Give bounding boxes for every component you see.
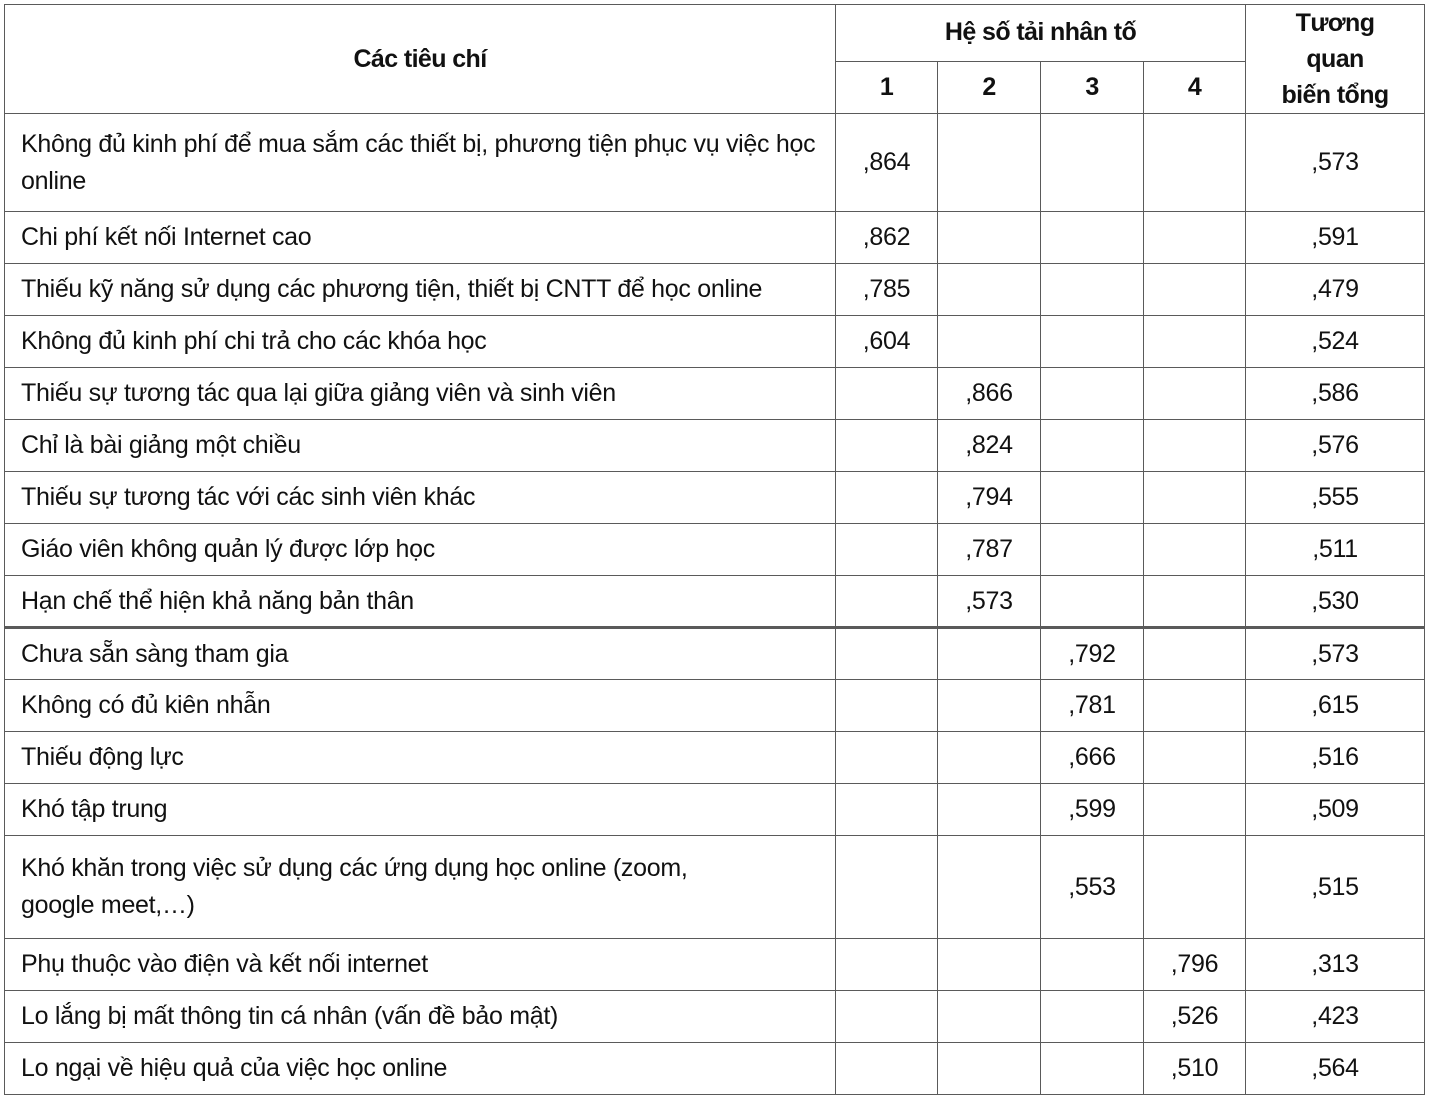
correlation-cell: ,313 [1246,939,1425,991]
correlation-cell: ,591 [1246,212,1425,264]
loading-group-header: Hệ số tải nhân tố [836,5,1246,62]
factor-3-cell [1041,316,1144,368]
correlation-cell: ,509 [1246,784,1425,836]
factor-3-cell [1041,368,1144,420]
factor-1-cell [836,784,938,836]
factor-1-cell [836,732,938,784]
factor-4-cell [1144,784,1246,836]
factor-4-cell [1144,316,1246,368]
factor-3-cell [1041,420,1144,472]
factor-1-cell [836,576,938,628]
criteria-cell: Thiếu sự tương tác với các sinh viên khác [5,472,836,524]
criteria-cell: Chưa sẵn sàng tham gia [5,628,836,680]
factor-1-header: 1 [836,61,938,113]
factor-2-cell: ,787 [938,524,1041,576]
factor-2-cell: ,794 [938,472,1041,524]
factor-4-cell: ,526 [1144,991,1246,1043]
table-row [5,368,1425,420]
factor-1-cell [836,368,938,420]
factor-1-cell: ,604 [836,316,938,368]
factor-2-cell [938,264,1041,316]
factor-1-cell [836,939,938,991]
factor-3-cell [1041,212,1144,264]
table-row [5,939,1425,991]
correlation-cell: ,530 [1246,576,1425,628]
factor-1-cell [836,1043,938,1095]
factor-3-cell [1041,524,1144,576]
table-row [5,316,1425,368]
factor-3-cell [1041,939,1144,991]
criteria-cell: Khó tập trung [5,784,836,836]
correlation-header: Tương quan biến tổng [1246,5,1425,114]
criteria-cell: Không đủ kinh phí chi trả cho các khóa học [5,316,836,368]
factor-1-cell [836,524,938,576]
factor-3-cell: ,599 [1041,784,1144,836]
table-row [5,784,1425,836]
correlation-cell: ,555 [1246,472,1425,524]
criteria-cell: Thiếu động lực [5,732,836,784]
factor-2-cell: ,866 [938,368,1041,420]
factor-2-cell [938,939,1041,991]
factor-4-cell [1144,576,1246,628]
factor-2-cell [938,316,1041,368]
factor-4-cell: ,510 [1144,1043,1246,1095]
factor-3-cell [1041,991,1144,1043]
criteria-cell: Thiếu kỹ năng sử dụng các phương tiện, thiết bị CNTT để học online [5,264,836,316]
correlation-cell: ,479 [1246,264,1425,316]
factor-2-cell [938,212,1041,264]
correlation-cell: ,516 [1246,732,1425,784]
table-row [5,264,1425,316]
criteria-cell: Thiếu sự tương tác qua lại giữa giảng viên và sinh viên [5,368,836,420]
factor-1-cell [836,420,938,472]
factor-2-cell: ,824 [938,420,1041,472]
correlation-cell: ,615 [1246,680,1425,732]
correlation-cell: ,573 [1246,628,1425,680]
factor-4-cell [1144,628,1246,680]
factor-3-cell [1041,576,1144,628]
factor-4-cell [1144,264,1246,316]
criteria-cell: Giáo viên không quản lý được lớp học [5,524,836,576]
table-row [5,472,1425,524]
factor-4-cell [1144,680,1246,732]
correlation-cell: ,423 [1246,991,1425,1043]
factor-4-cell [1144,524,1246,576]
correlation-cell: ,511 [1246,524,1425,576]
criteria-cell: Không có đủ kiên nhẫn [5,680,836,732]
factor-3-cell: ,553 [1041,836,1144,939]
factor-1-cell: ,862 [836,212,938,264]
criteria-cell: Khó khăn trong việc sử dụng các ứng dụng học online (zoom, google meet,…) [5,836,836,939]
table-row [5,114,1425,212]
factor-2-cell [938,628,1041,680]
table-row [5,524,1425,576]
factor-2-cell [938,991,1041,1043]
correlation-cell: ,515 [1246,836,1425,939]
factor-2-cell [938,784,1041,836]
factor-1-cell [836,472,938,524]
factor-2-cell [938,680,1041,732]
factor-3-cell: ,666 [1041,732,1144,784]
correlation-cell: ,573 [1246,114,1425,212]
factor-1-cell [836,628,938,680]
criteria-cell: Không đủ kinh phí để mua sắm các thiết bị, phương tiện phục vụ việc học online [5,114,836,212]
factor-3-cell: ,792 [1041,628,1144,680]
factor-4-cell [1144,114,1246,212]
correlation-cell: ,576 [1246,420,1425,472]
factor-1-cell [836,991,938,1043]
factor-3-cell [1041,114,1144,212]
factor-3-cell [1041,472,1144,524]
factor-2-cell [938,732,1041,784]
factor-4-cell: ,796 [1144,939,1246,991]
factor-3-header: 3 [1041,61,1144,113]
factor-4-cell [1144,420,1246,472]
table-row [5,991,1425,1043]
factor-4-cell [1144,368,1246,420]
factor-4-header: 4 [1144,61,1246,113]
factor-2-header: 2 [938,61,1041,113]
correlation-cell: ,586 [1246,368,1425,420]
header-row-1 [5,5,1425,62]
criteria-cell: Lo lắng bị mất thông tin cá nhân (vấn đề bảo mật) [5,991,836,1043]
criteria-cell: Phụ thuộc vào điện và kết nối internet [5,939,836,991]
factor-4-cell [1144,472,1246,524]
correlation-cell: ,524 [1246,316,1425,368]
factor-4-cell [1144,212,1246,264]
factor-2-cell: ,573 [938,576,1041,628]
factor-2-cell [938,1043,1041,1095]
table-row [5,420,1425,472]
table-row [5,1043,1425,1095]
criteria-cell: Chỉ là bài giảng một chiều [5,420,836,472]
factor-4-cell [1144,732,1246,784]
factor-2-cell [938,836,1041,939]
factor-3-cell [1041,264,1144,316]
criteria-header: Các tiêu chí [5,5,836,114]
factor-1-cell [836,836,938,939]
factor-2-cell [938,114,1041,212]
table-row [5,836,1425,939]
table-row [5,680,1425,732]
correlation-cell: ,564 [1246,1043,1425,1095]
criteria-cell: Lo ngại về hiệu quả của việc học online [5,1043,836,1095]
table-row [5,732,1425,784]
factor-4-cell [1144,836,1246,939]
factor-1-cell: ,864 [836,114,938,212]
factor-3-cell [1041,1043,1144,1095]
table-row [5,212,1425,264]
table-row [5,628,1425,680]
criteria-cell: Hạn chế thể hiện khả năng bản thân [5,576,836,628]
factor-1-cell: ,785 [836,264,938,316]
factor-loading-table [4,4,1425,1095]
table-row [5,576,1425,628]
criteria-cell: Chi phí kết nối Internet cao [5,212,836,264]
factor-1-cell [836,680,938,732]
factor-3-cell: ,781 [1041,680,1144,732]
